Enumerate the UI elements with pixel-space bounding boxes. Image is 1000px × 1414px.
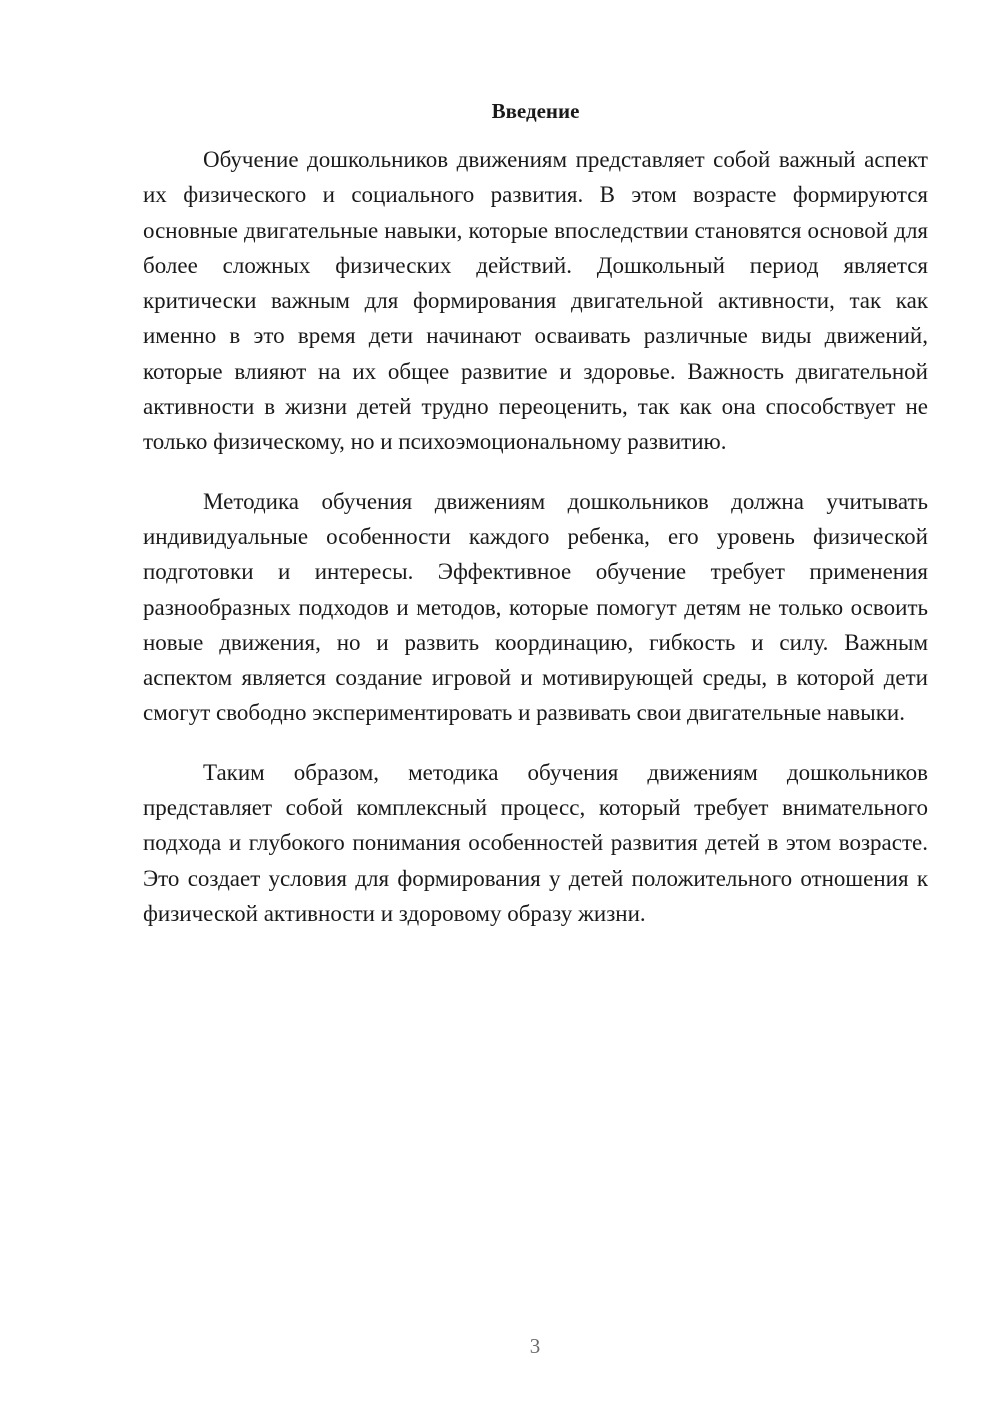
section-heading: Введение [491, 99, 580, 123]
paragraph-2: Методика обучения движениям дошкольников должна учитывать индивидуальные особенности каждого ребенка, его уровень физической подготовки и интересы. Эффективное обучение требует применения разнообразных подходов и методов, которые помогут детям не только освоить новые движения, но и развить координацию, гибкость и силу. Важным аспектом является создание игровой и мотивирующей среды, в которой дети смогут свободно экспериментировать и развивать свои двигательные навыки. [143, 488, 928, 726]
page-number: 3 [529, 1334, 541, 1358]
paragraph-1: Обучение дошкольников движениям представляет собой важный аспект их физического и социального развития. В этом возрасте формируются основные двигательные навыки, которые впоследствии становятся основой для более сложных физических действий. Дошкольный период является критически важным для формирования двигательной активности, так как именно в это время дети начинают осваивать различные виды движений, которые влияют на их общее развитие и здоровье. Важность двигательной активности в жизни детей трудно переоценить, так как она способствует не только физическому, но и психоэмоциональному развитию. [143, 147, 928, 455]
body-text [143, 142, 928, 955]
paragraph-3: Таким образом, методика обучения движениям дошкольников представляет собой комплексный процесс, который требует внимательного подхода и глубокого понимания особенностей развития детей в этом возрасте. Это создает условия для формирования у детей положительного отношения к физической активности и здоровому образу жизни. [143, 759, 928, 926]
